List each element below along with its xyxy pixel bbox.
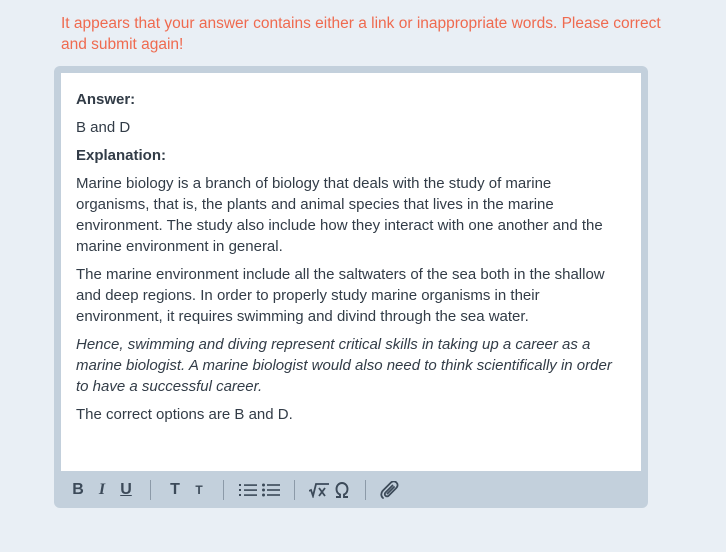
formatting-toolbar	[54, 471, 648, 508]
explanation-paragraph-3: Hence, swimming and diving represent critical skills in taking up a career as a marine biologist. A marine biologist would also need to think scientifically in order to have a successful career.	[76, 336, 612, 395]
text-small-button[interactable]: T	[195, 482, 203, 497]
omega-icon	[334, 482, 350, 498]
answer-label: Answer:	[76, 91, 136, 108]
text-large-button[interactable]: T	[170, 480, 180, 498]
underline-button[interactable]: U	[120, 480, 132, 498]
explanation-label: Explanation:	[76, 147, 167, 164]
toolbar-divider	[365, 480, 366, 500]
equation-icon	[309, 482, 329, 498]
bulleted-list-icon	[262, 482, 280, 498]
omega-button[interactable]	[331, 479, 353, 501]
numbered-list-button[interactable]	[236, 479, 260, 501]
answer-text: B and D	[76, 119, 131, 136]
attachment-button[interactable]	[378, 479, 402, 501]
equation-button[interactable]	[307, 479, 331, 501]
attachment-icon	[380, 481, 400, 499]
bold-button[interactable]: B	[72, 480, 84, 498]
explanation-paragraph-4: The correct options are B and D.	[76, 406, 293, 423]
toolbar-divider	[223, 480, 224, 500]
toolbar-divider	[294, 480, 295, 500]
bulleted-list-button[interactable]	[260, 479, 282, 501]
italic-button[interactable]: I	[98, 480, 106, 498]
numbered-list-icon	[239, 482, 257, 498]
toolbar-divider	[150, 480, 151, 500]
error-message: It appears that your answer contains either a link or inappropriate words. Please correct and submit again!	[61, 15, 661, 53]
editor-text-area[interactable]	[61, 73, 641, 471]
answer-editor	[54, 66, 648, 508]
explanation-paragraph-2: The marine environment include all the saltwaters of the sea both in the shallow and deep regions. In order to properly study marine organisms in their environment, it requires swimming and divind through the sea water.	[76, 266, 605, 325]
explanation-paragraph-1: Marine biology is a branch of biology that deals with the study of marine organisms, that is, the plants and animal species that lives in the marine environment. The study also include how they interact with one another and the marine environment in general.	[76, 175, 603, 255]
